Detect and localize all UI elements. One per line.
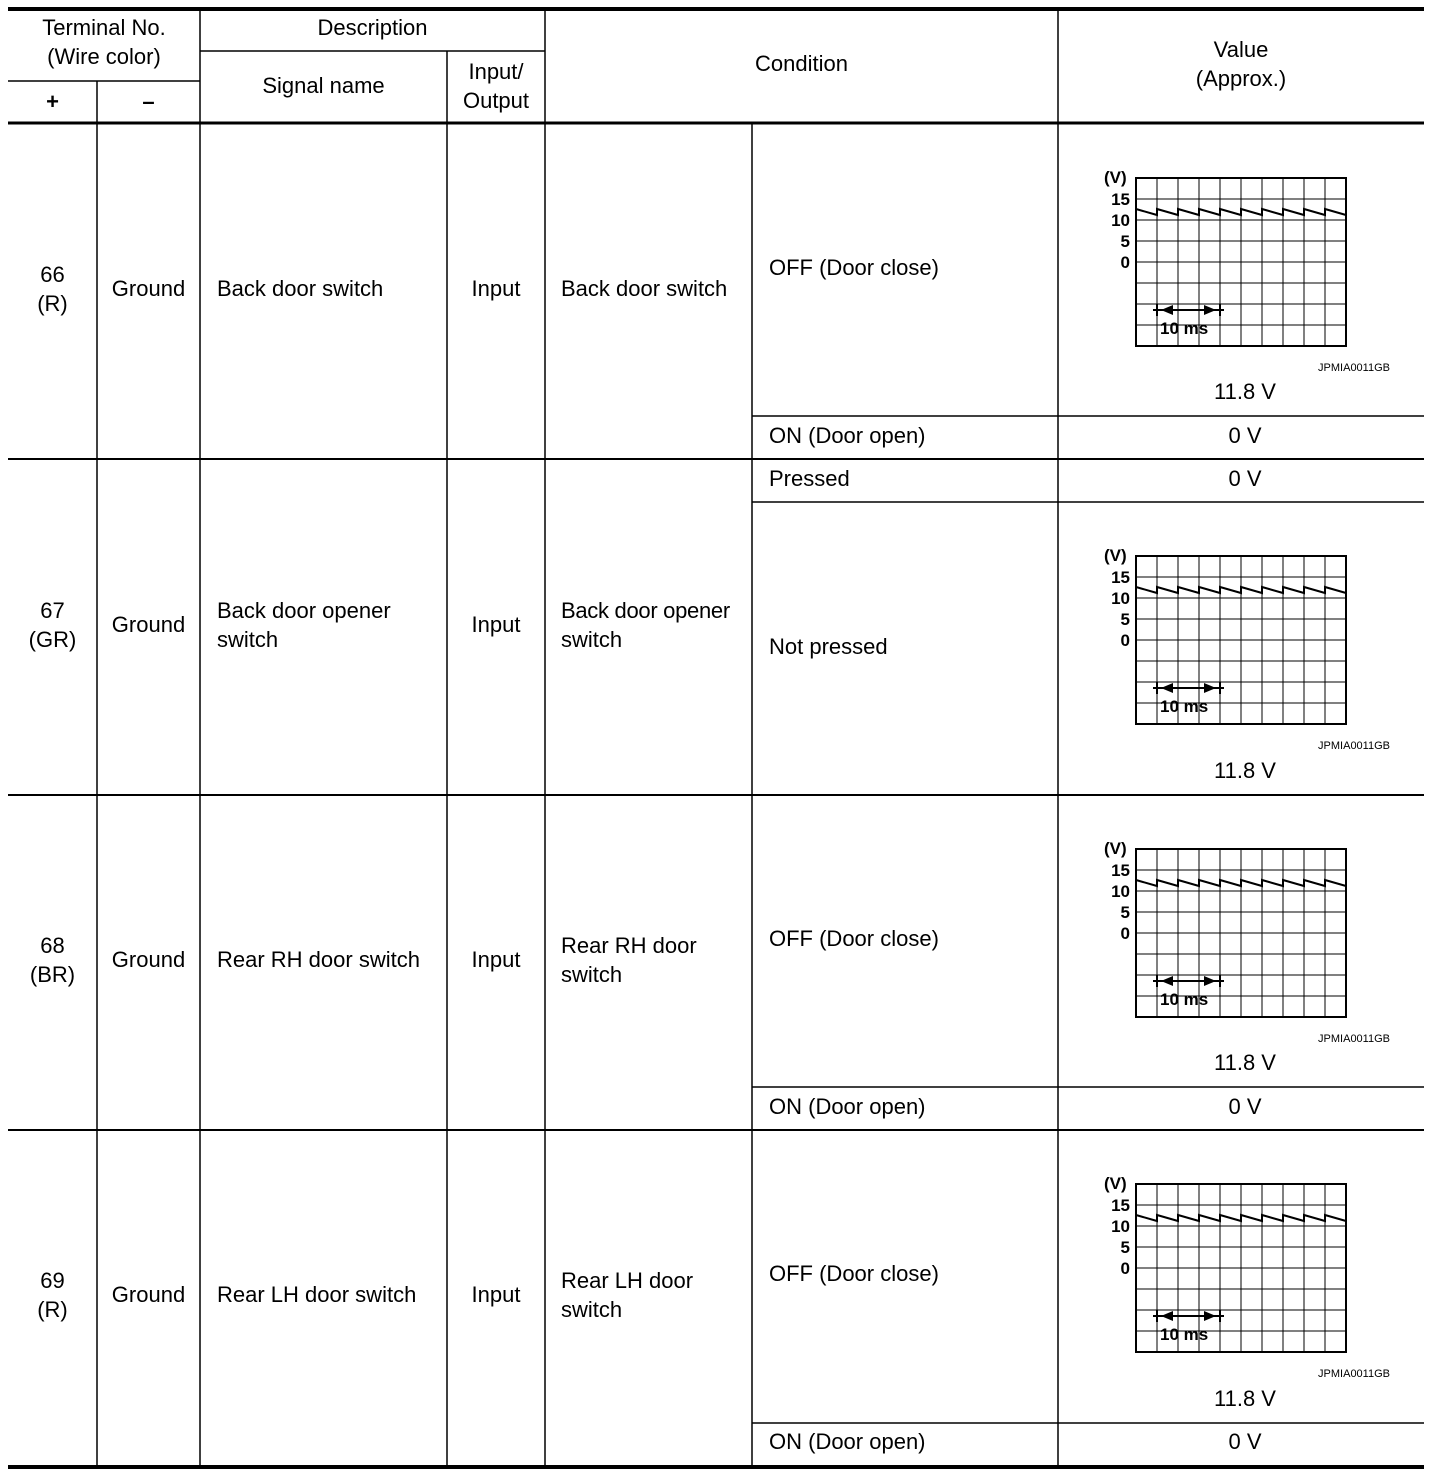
y-tick-label: 10 <box>1111 589 1130 608</box>
terminal-number: 69 <box>40 1268 65 1293</box>
condition-item: Rear RH door <box>561 933 697 958</box>
value-reading: 11.8 V <box>1214 379 1276 404</box>
time-span-marker <box>1153 682 1224 694</box>
io-type: Input <box>471 1282 521 1307</box>
wire-color: (R) <box>37 1297 68 1322</box>
ground-terminal: Ground <box>111 947 186 972</box>
io-type: Input <box>471 947 521 972</box>
y-tick-label: 5 <box>1120 903 1130 922</box>
header-wire-color: (Wire color) <box>47 44 161 69</box>
time-scale-label: 10 ms <box>1160 990 1209 1009</box>
value-reading: 11.8 V <box>1214 758 1276 783</box>
condition-state: OFF (Door close) <box>769 926 939 951</box>
waveform-graph <box>1098 164 1398 404</box>
y-tick-label: 0 <box>1120 253 1130 272</box>
header-io-2: Output <box>462 88 530 113</box>
y-tick-label: 5 <box>1120 1238 1130 1257</box>
condition-state: ON (Door open) <box>769 1429 926 1454</box>
condition-state: ON (Door open) <box>769 423 926 448</box>
signal-name: Rear RH door switch <box>217 947 420 972</box>
time-span-marker <box>1153 1310 1224 1322</box>
value-reading: 11.8 V <box>1214 1050 1276 1075</box>
terminal-number: 68 <box>40 933 65 958</box>
y-tick-label: 5 <box>1120 232 1130 251</box>
condition-item: switch <box>561 627 623 652</box>
figure-id-label: JPMIA0011GB <box>1318 1368 1390 1380</box>
terminal-number: 66 <box>40 262 65 287</box>
value-reading: 0 V <box>1228 466 1262 491</box>
axis-unit-label: (V) <box>1104 1174 1127 1193</box>
waveform-svg <box>1098 1170 1398 1410</box>
time-span-marker <box>1153 304 1224 316</box>
waveform-graph <box>1098 542 1398 782</box>
condition-item: switch <box>561 1297 623 1322</box>
ground-terminal: Ground <box>111 276 186 301</box>
header-terminal-no: Terminal No. <box>42 15 166 40</box>
signal-name: Rear LH door switch <box>217 1282 417 1307</box>
y-tick-label: 10 <box>1111 882 1130 901</box>
header-minus: – <box>142 89 155 114</box>
io-type: Input <box>471 276 521 301</box>
condition-state: OFF (Door close) <box>769 255 939 280</box>
value-reading: 0 V <box>1228 423 1262 448</box>
value-reading: 0 V <box>1228 1094 1262 1119</box>
y-tick-label: 15 <box>1111 190 1130 209</box>
y-tick-label: 0 <box>1120 631 1130 650</box>
wire-color: (R) <box>37 291 68 316</box>
y-tick-label: 15 <box>1111 568 1130 587</box>
wire-color: (GR) <box>28 627 77 652</box>
y-tick-label: 10 <box>1111 1217 1130 1236</box>
signal-trace <box>1136 587 1346 593</box>
time-scale-label: 10 ms <box>1160 319 1209 338</box>
value-reading: 0 V <box>1228 1429 1262 1454</box>
condition-state: OFF (Door close) <box>769 1261 939 1286</box>
time-scale-label: 10 ms <box>1160 697 1209 716</box>
axis-unit-label: (V) <box>1104 168 1127 187</box>
waveform-graph <box>1098 1170 1398 1410</box>
y-tick-label: 0 <box>1120 1259 1130 1278</box>
signal-name: switch <box>217 627 279 652</box>
figure-id-label: JPMIA0011GB <box>1318 362 1390 374</box>
y-tick-label: 10 <box>1111 211 1130 230</box>
condition-item: Back door switch <box>561 276 728 301</box>
y-tick-label: 15 <box>1111 861 1130 880</box>
header-condition: Condition <box>755 51 848 76</box>
terminal-number: 67 <box>40 598 65 623</box>
y-tick-label: 0 <box>1120 924 1130 943</box>
figure-id-label: JPMIA0011GB <box>1318 1033 1390 1045</box>
condition-state: Not pressed <box>769 634 888 659</box>
waveform-graph <box>1098 835 1398 1075</box>
wire-color: (BR) <box>29 962 76 987</box>
signal-trace <box>1136 209 1346 215</box>
axis-unit-label: (V) <box>1104 839 1127 858</box>
time-span-marker <box>1153 975 1224 987</box>
axis-unit-label: (V) <box>1104 546 1127 565</box>
header-description: Description <box>317 15 428 40</box>
condition-item: Rear LH door <box>561 1268 694 1293</box>
signal-name: Back door opener <box>217 598 391 623</box>
time-scale-label: 10 ms <box>1160 1325 1209 1344</box>
condition-item: switch <box>561 962 623 987</box>
waveform-svg <box>1098 542 1398 782</box>
value-reading: 11.8 V <box>1214 1386 1276 1411</box>
signal-name: Back door switch <box>217 276 384 301</box>
io-type: Input <box>471 612 521 637</box>
condition-state: ON (Door open) <box>769 1094 926 1119</box>
waveform-svg <box>1098 164 1398 404</box>
condition-state: Pressed <box>769 466 850 491</box>
figure-id-label: JPMIA0011GB <box>1318 740 1390 752</box>
signal-trace <box>1136 1215 1346 1221</box>
condition-item: Back door opener <box>561 598 730 623</box>
header-plus: + <box>46 89 59 114</box>
header-value-1: Value <box>1213 37 1269 62</box>
y-tick-label: 15 <box>1111 1196 1130 1215</box>
signal-trace <box>1136 880 1346 886</box>
header-value-2: (Approx.) <box>1195 66 1287 91</box>
ground-terminal: Ground <box>111 1282 186 1307</box>
y-tick-label: 5 <box>1120 610 1130 629</box>
header-signal-name: Signal name <box>262 73 385 98</box>
ground-terminal: Ground <box>111 612 186 637</box>
header-io-1: Input/ <box>468 59 524 84</box>
waveform-svg <box>1098 835 1398 1075</box>
